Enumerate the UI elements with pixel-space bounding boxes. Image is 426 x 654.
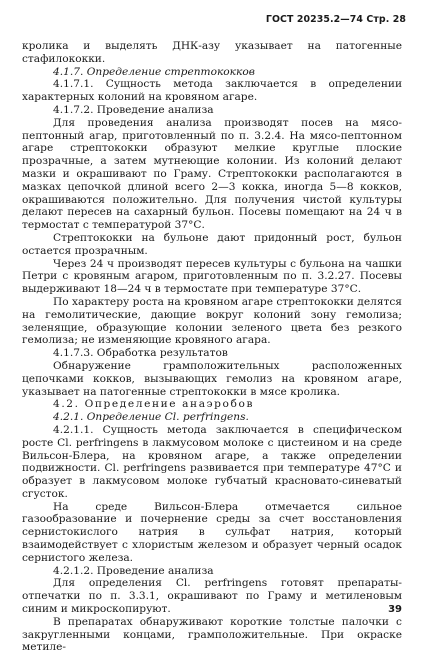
paragraph: 4.1.7.1. Сущность метода заключается в определении характерных колоний на кровяном агаре.	[22, 78, 402, 104]
paragraph: На среде Вильсон-Блера отмечается сильное газообразование и почернение среды за счет восстановления сернистокислого натрия в сульфат натрия, который взаимодействует с хлористым железом и образует черный осадок сернистого железа.	[22, 500, 402, 564]
subsection-heading: 4.2.1.2. Проведение анализа	[53, 564, 214, 577]
header-page-label: Стр. 28	[366, 14, 406, 25]
paragraph: Для проведения анализа производят посев на мясо-пептонный агар, приготовленный по п. 3.2.4. На мясо-пептонном агаре стрептококки образуют мелкие круглые плоские прозрачные, а затем мутнеющие колонии. Из колоний делают мазки и окрашивают по Граму. Стрептококки располагаются в мазках цепочкой длиной всего 2—3 кокка, иногда 5—8 кокков, окрашиваются положительно. Для получения чистой культуры делают пересев на сахарный бульон. Посевы помещают на 24 ч в термостат с температурой 37°С.	[22, 116, 402, 232]
page-header	[266, 14, 406, 25]
subsection-heading: 4.1.7.2. Проведение анализа	[53, 103, 214, 116]
standard-number: ГОСТ 20235.2—74	[265, 14, 364, 25]
paragraph: Стрептококки на бульоне дают придонный рост, бульон остается прозрачным.	[22, 231, 402, 257]
paragraph: Обнаружение грамположительных расположенных цепочками кокков, вызывающих гемолиз на кровяном агаре, указывает на патогенные стрептококки в мясе кролика.	[22, 359, 402, 398]
paragraph: В препаратах обнаруживают короткие толстые палочки с закругленными концами, грамположительные. При окраске метиле-	[22, 615, 402, 654]
section-heading-text: 4.2. Определение анаэробов	[53, 398, 255, 411]
page-number: 39	[388, 604, 402, 615]
section-heading-text: 4.2.1. Определение Cl. perfringens.	[53, 411, 249, 424]
section-heading	[22, 398, 402, 411]
paragraph: Для определения Cl. perfringens готовят препараты-отпечатки по п. 3.3.1, окрашивают по Граму и метиленовым синим и микроскопируют.	[22, 577, 402, 616]
section-heading	[22, 411, 402, 424]
paragraph: По характеру роста на кровяном агаре стрептококки делятся на гемолитические, дающие вокруг колоний зону гемолиза; зеленящие, образующие колонии зеленого цвета без резкого гемолиза; не изменяющие кровяного агара.	[22, 295, 402, 347]
section-heading	[22, 66, 402, 79]
paragraph: 4.2.1.1. Сущность метода заключается в специфическом росте Cl. perfringens в лакмусовом молоке с цистеином и на среде Вильсон-Блера, на кровяном агаре, а также определении подвижности. Cl. perfringens развивается при температуре 47°С и образует в лакмусовом молоке губчатый красновато-синеватый сгусток.	[22, 423, 402, 500]
paragraph: кролика и выделять ДНК-азу указывает на патогенные стафилококки.	[22, 40, 402, 65]
section-heading-text: 4.1.7. Определение стрептококков	[53, 65, 255, 78]
paragraph: Через 24 ч производят пересев культуры с бульона на чашки Петри с кровяным агаром, приготовленным по п. 3.2.27. Посевы выдерживают 18—24 ч в термостате при температуре 37°С.	[22, 257, 402, 296]
subsection-heading: 4.1.7.3. Обработка результатов	[53, 347, 228, 360]
document-body	[22, 40, 402, 654]
